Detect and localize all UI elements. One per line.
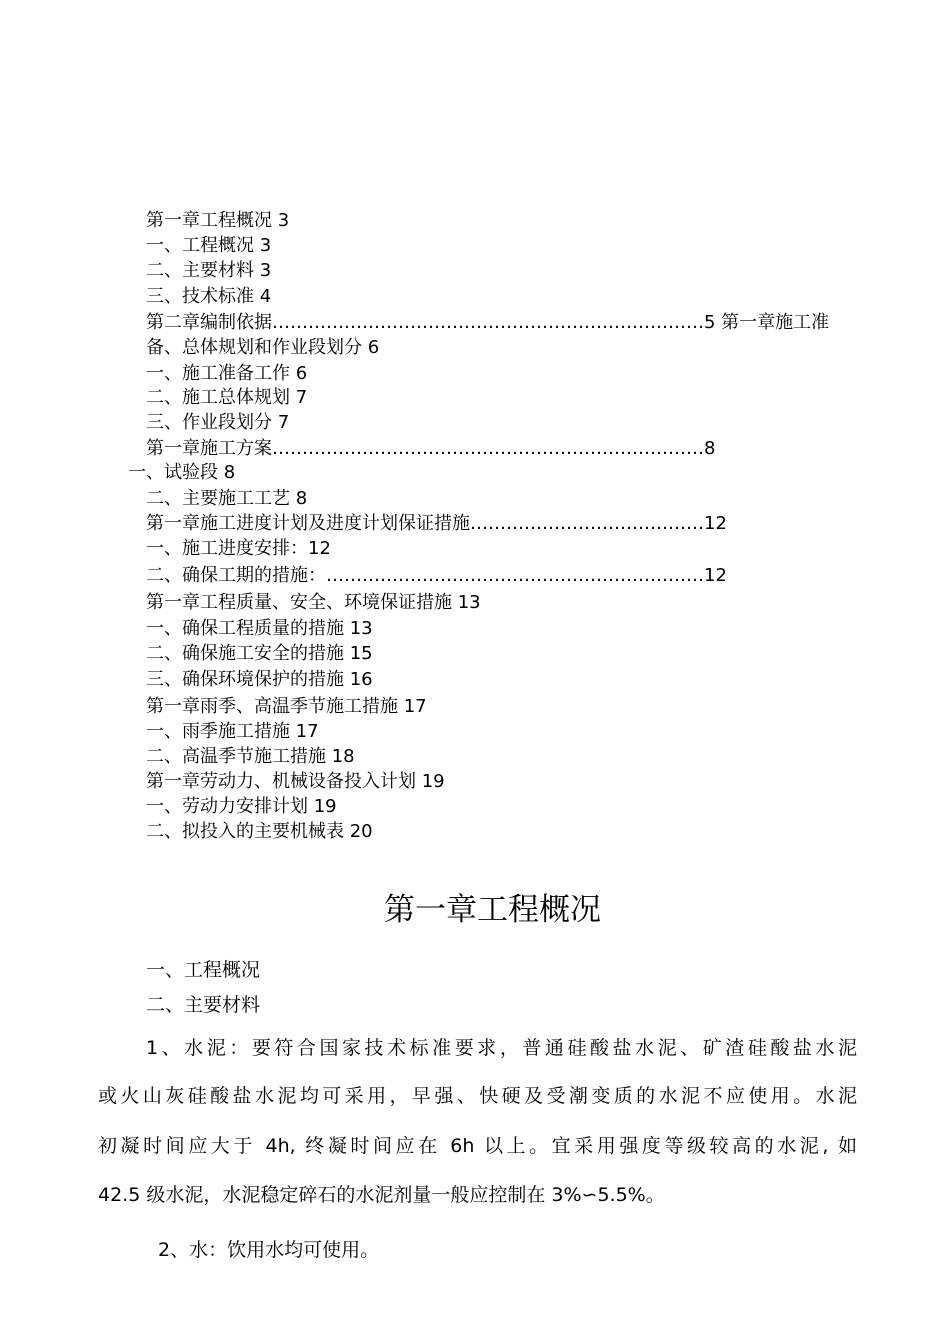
paragraph-line: 42.5 级水泥，水泥稳定碎石的水泥剂量一般应控制在 3%∽5.5%。 (98, 1184, 665, 1206)
toc-entry[interactable]: 第一章工程质量、安全、环境保证措施 13 (146, 592, 481, 613)
toc-entry[interactable]: 一、劳动力安排计划 19 (146, 796, 337, 817)
toc-entry[interactable]: 一、工程概况 3 (146, 235, 272, 256)
paragraph-line: 初凝时间应大于 4h, 终凝时间应在 6h 以上。宜采用强度等级较高的水泥, 如 (98, 1135, 857, 1157)
section-heading: 二、主要材料 (146, 994, 261, 1016)
toc-entry[interactable]: 三、作业段划分 7 (146, 412, 290, 433)
paragraph-line: 或火山灰硅酸盐水泥均可采用，早强、快硬及受潮变质的水泥不应使用。水泥 (98, 1085, 857, 1107)
toc-entry[interactable]: 一、施工进度安排：12 (146, 538, 331, 559)
toc-entry[interactable]: 二、拟投入的主要机械表 20 (146, 821, 373, 842)
toc-entry[interactable]: 一、雨季施工措施 17 (146, 721, 319, 742)
toc-entry[interactable]: 第一章施工方案………………………………………………………………8 (146, 438, 716, 459)
toc-entry[interactable]: 第二章编制依据………………………………………………………………5 第一章施工准 (146, 312, 830, 333)
toc-entry[interactable]: 二、施工总体规划 7 (146, 387, 308, 408)
section-heading: 一、工程概况 (146, 959, 261, 981)
toc-entry[interactable]: 二、主要施工工艺 8 (146, 488, 308, 509)
paragraph-line: 2、水：饮用水均可使用。 (158, 1239, 380, 1261)
toc-entry[interactable]: 备、总体规划和作业段划分 6 (146, 337, 380, 358)
toc-entry[interactable]: 一、施工准备工作 6 (146, 363, 308, 384)
paragraph-line: 1、水泥：要符合国家技术标准要求，普通硅酸盐水泥、矿渣硅酸盐水泥 (146, 1037, 857, 1059)
toc-entry[interactable]: 第一章工程概况 3 (146, 210, 290, 231)
toc-entry[interactable]: 第一章雨季、高温季节施工措施 17 (146, 696, 427, 717)
toc-entry[interactable]: 一、确保工程质量的措施 13 (146, 618, 373, 639)
toc-entry[interactable]: 三、确保环境保护的措施 16 (146, 669, 373, 690)
toc-entry[interactable]: 第一章劳动力、机械设备投入计划 19 (146, 771, 445, 792)
toc-entry[interactable]: 三、技术标准 4 (146, 286, 272, 307)
toc-entry[interactable]: 第一章施工进度计划及进度计划保证措施…………………………………12 (146, 513, 727, 534)
toc-entry[interactable]: 二、高温季节施工措施 18 (146, 746, 355, 767)
toc-entry[interactable]: 二、主要材料 3 (146, 260, 272, 281)
toc-entry[interactable]: 一、试验段 8 (128, 462, 236, 483)
toc-entry[interactable]: 二、确保工期的措施：………………………………………………………12 (146, 565, 727, 586)
toc-entry[interactable]: 二、确保施工安全的措施 15 (146, 643, 373, 664)
chapter-title: 第一章工程概况 (384, 892, 601, 928)
